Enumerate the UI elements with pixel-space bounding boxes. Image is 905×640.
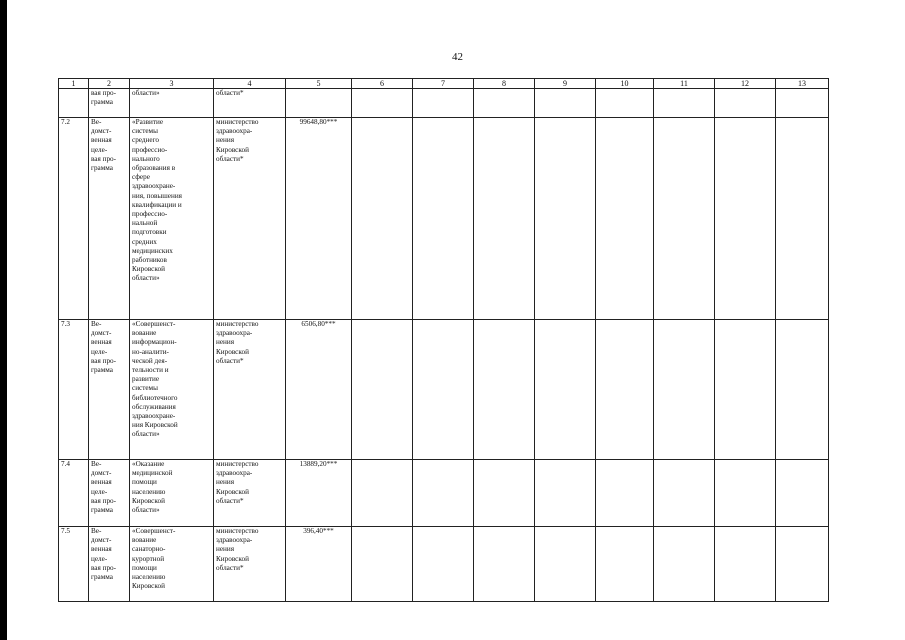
scan-edge-bar xyxy=(0,0,7,640)
col-header: 12 xyxy=(715,79,776,89)
empty-cell xyxy=(352,320,413,460)
empty-cell xyxy=(596,527,654,602)
row-number xyxy=(59,89,89,118)
empty-cell xyxy=(413,460,474,527)
program-amount: 13889,20*** xyxy=(286,460,352,527)
empty-cell xyxy=(654,527,715,602)
row-number: 7.2 xyxy=(59,118,89,320)
col-header: 2 xyxy=(89,79,130,89)
empty-cell xyxy=(413,118,474,320)
program-type: вая про- грамма xyxy=(89,89,130,118)
program-name: «Совершенст- вование информацион- но-аналити- ческой дея- тельности и развитие системы библиотечного обслуживания здравоохране- ния Кировской области» xyxy=(130,320,214,460)
empty-cell xyxy=(413,527,474,602)
program-table xyxy=(58,78,829,602)
empty-cell xyxy=(535,118,596,320)
row-number: 7.3 xyxy=(59,320,89,460)
empty-cell xyxy=(352,118,413,320)
empty-cell xyxy=(596,460,654,527)
empty-cell xyxy=(715,460,776,527)
program-type: Ве- домст- венная целе- вая про- грамма xyxy=(89,320,130,460)
program-amount: 396,40*** xyxy=(286,527,352,602)
program-executor: министерство здравоохра- нения Кировской области* xyxy=(214,320,286,460)
empty-cell xyxy=(535,89,596,118)
col-header: 9 xyxy=(535,79,596,89)
program-name: «Оказание медицинской помощи населению Кировской области» xyxy=(130,460,214,527)
col-header: 6 xyxy=(352,79,413,89)
empty-cell xyxy=(535,320,596,460)
col-header: 11 xyxy=(654,79,715,89)
table-row xyxy=(59,89,829,118)
table-row xyxy=(59,460,829,527)
col-header: 8 xyxy=(474,79,535,89)
empty-cell xyxy=(596,118,654,320)
empty-cell xyxy=(776,118,829,320)
program-name: «Совершенст- вование санаторно- курортной помощи населению Кировской xyxy=(130,527,214,602)
empty-cell xyxy=(352,527,413,602)
table-row xyxy=(59,527,829,602)
empty-cell xyxy=(715,89,776,118)
col-header: 5 xyxy=(286,79,352,89)
empty-cell xyxy=(776,527,829,602)
table-row xyxy=(59,320,829,460)
empty-cell xyxy=(776,89,829,118)
row-number: 7.5 xyxy=(59,527,89,602)
empty-cell xyxy=(535,527,596,602)
program-executor: области* xyxy=(214,89,286,118)
program-type: Ве- домст- венная целе- вая про- грамма xyxy=(89,527,130,602)
empty-cell xyxy=(413,320,474,460)
empty-cell xyxy=(715,320,776,460)
program-executor: министерство здравоохра- нения Кировской области* xyxy=(214,118,286,320)
empty-cell xyxy=(654,460,715,527)
empty-cell xyxy=(654,320,715,460)
empty-cell xyxy=(535,460,596,527)
program-name: «Развитие системы среднего профессио- нального образования в сфере здравоохране- ния, повышения квалификации и профессио- нальной подготовки средних медицинских работников Кировской области» xyxy=(130,118,214,320)
program-name: области» xyxy=(130,89,214,118)
column-number-row xyxy=(59,79,829,89)
empty-cell xyxy=(654,118,715,320)
col-header: 10 xyxy=(596,79,654,89)
empty-cell xyxy=(596,320,654,460)
col-header: 1 xyxy=(59,79,89,89)
col-header: 13 xyxy=(776,79,829,89)
program-type: Ве- домст- венная целе- вая про- грамма xyxy=(89,118,130,320)
empty-cell xyxy=(474,320,535,460)
empty-cell xyxy=(776,320,829,460)
col-header: 4 xyxy=(214,79,286,89)
empty-cell xyxy=(352,89,413,118)
row-number: 7.4 xyxy=(59,460,89,527)
program-type: Ве- домст- венная целе- вая про- грамма xyxy=(89,460,130,527)
empty-cell xyxy=(654,89,715,118)
empty-cell xyxy=(715,527,776,602)
col-header: 3 xyxy=(130,79,214,89)
page-number: 42 xyxy=(452,51,463,63)
empty-cell xyxy=(474,89,535,118)
empty-cell xyxy=(715,118,776,320)
empty-cell xyxy=(474,118,535,320)
program-executor: министерство здравоохра- нения Кировской области* xyxy=(214,460,286,527)
program-amount: 99648,80*** xyxy=(286,118,352,320)
empty-cell xyxy=(352,460,413,527)
empty-cell xyxy=(413,89,474,118)
empty-cell xyxy=(596,89,654,118)
empty-cell xyxy=(776,460,829,527)
col-header: 7 xyxy=(413,79,474,89)
empty-cell xyxy=(474,527,535,602)
empty-cell xyxy=(474,460,535,527)
program-amount: 6506,80*** xyxy=(286,320,352,460)
program-amount xyxy=(286,89,352,118)
table-row xyxy=(59,118,829,320)
program-executor: министерство здравоохра- нения Кировской области* xyxy=(214,527,286,602)
